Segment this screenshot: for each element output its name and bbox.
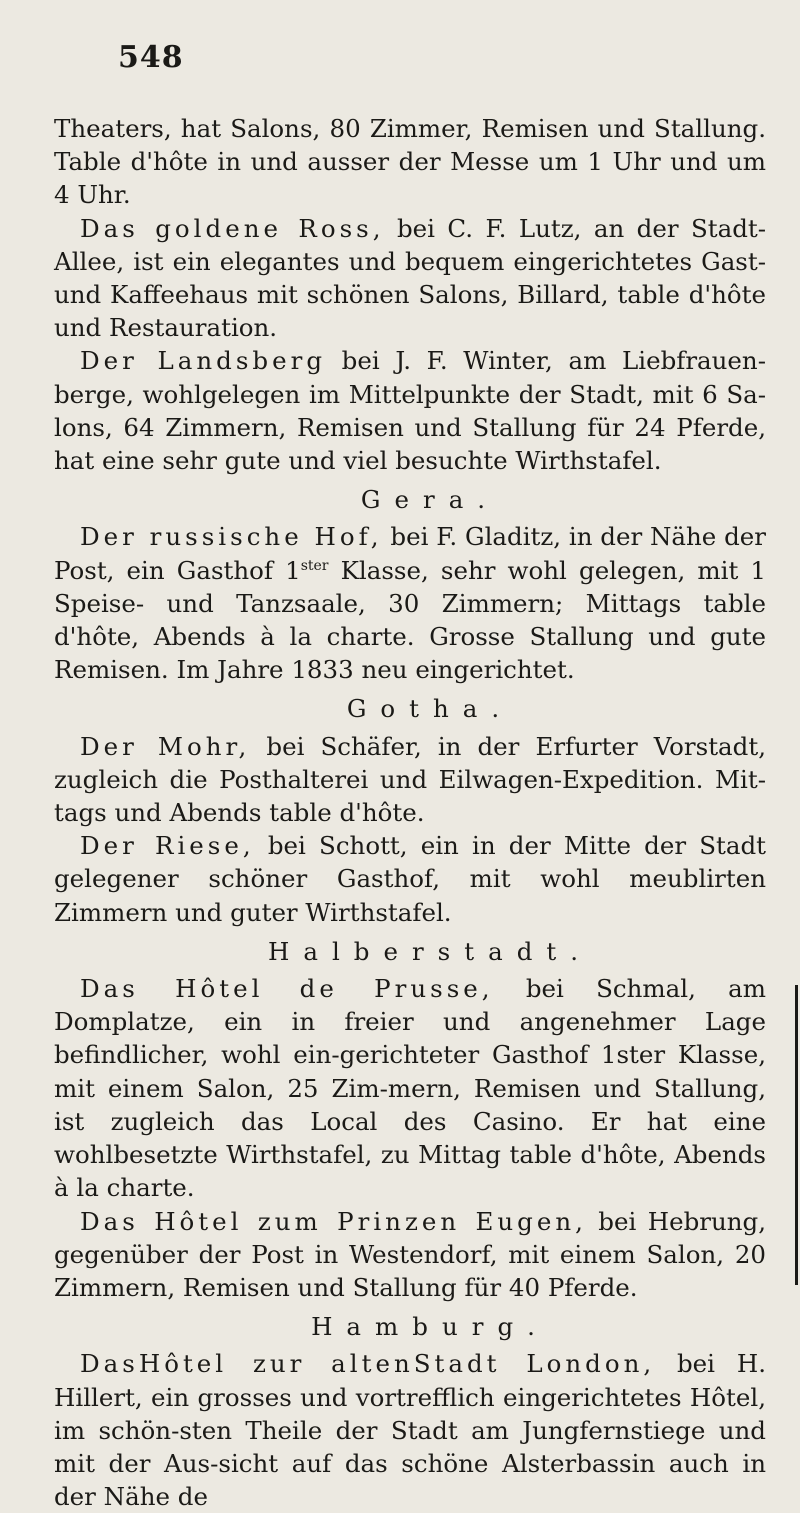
page-number: 548 [118,40,184,75]
superscript: ster [300,557,329,574]
entry-heading: DasHôtel zur altenStadt London, [80,1349,656,1379]
city-heading-halberstadt: Halberstadt. [267,936,593,966]
entry-heading: Der russische Hof, [80,522,383,552]
text-column [54,112,766,1513]
entry-body: bei F. Gladitz, in der Nähe der Post, ein Gasthof 1 [54,522,766,585]
entry-body: bei J. F. Winter, am Liebfrauen-berge, wohlgelegen im Mittelpunkte der Stadt, mit 6 Sa-lons, 64 Zimmern, Remisen und Stallung für 24 Pferde, hat eine sehr gute und viel besuchte Wirthstafel. [54,346,766,476]
entry-body: bei Schmal, am Domplatze, ein in freier und angenehmer Lage befindlicher, wohl ein-gerichteter Gasthof 1ster Klasse, mit einem Salon, 25 Zim-mern, Remisen und Stallung, ist zugleich das Local des Casino. Er hat eine wohlbesetzte Wirthstafel, zu Mittag table d'hôte, Abends à la charte. [54,974,767,1203]
entry-paragraph [54,1205,766,1305]
city-heading-gotha: Gotha. [346,694,514,724]
entry-heading: Der Landsberg [80,346,326,376]
entry-paragraph [54,344,766,477]
city-heading-hamburg: Hamburg. [311,1312,549,1342]
entry-paragraph [54,212,766,345]
entry-paragraph [54,112,766,212]
entry-body: Theaters, hat Salons, 80 Zimmer, Remisen und Stallung. Table d'hôte in und ausser der Messe um 1 Uhr und um 4 Uhr. [54,114,766,210]
entry-heading: Das Hôtel zum Prinzen Eugen, [80,1206,587,1236]
entry-body: bei H. Hillert, ein grosses und vortrefflich eingerichtetes Hôtel, im schön-sten Theile der Stadt am Jungfernstiege und mit der Aus-sicht auf das schöne Alsterbassin auch in der Nähe de [54,1349,767,1512]
city-heading-gera: Gera. [360,485,500,515]
page-edge-shadow [795,985,798,1285]
entry-heading: Das goldene Ross, [80,213,385,243]
entry-heading: Der Mohr, [80,731,251,761]
entry-body: bei Schott, ein in der Mitte der Stadt gelegener schöner Gasthof, mit wohl meublirten Zimmern und guter Wirthstafel. [54,831,766,927]
entry-paragraph [54,972,766,1204]
entry-body: bei Hebrung, gegenüber der Post in Westendorf, mit einem Salon, 20 Zimmern, Remisen und Stallung für 40 Pferde. [54,1206,766,1302]
entry-heading: Das Hôtel de Prusse, [80,974,494,1004]
entry-paragraph [54,829,766,929]
entry-body: Klasse, sehr wohl gelegen, mit 1 Speise- und Tanzsaale, 30 Zimmern; Mittags table d'hôte, Abends à la charte. Grosse Stallung und gute Remisen. Im Jahre 1833 neu eingerichtet. [54,555,766,685]
entry-paragraph [54,1347,766,1513]
entry-heading: Der Riese, [80,831,255,861]
entry-paragraph [54,520,766,686]
entry-body: bei C. F. Lutz, an der Stadt-Allee, ist ein elegantes und bequem eingerichtetes Gast- und Kaffeehaus mit schönen Salons, Billard, table d'hôte und Restauration. [54,213,767,343]
entry-paragraph [54,730,766,830]
entry-body: bei Schäfer, in der Erfurter Vorstadt, zugleich die Posthalterei und Eilwagen-Expedition. Mit-tags und Abends table d'hôte. [54,731,766,828]
